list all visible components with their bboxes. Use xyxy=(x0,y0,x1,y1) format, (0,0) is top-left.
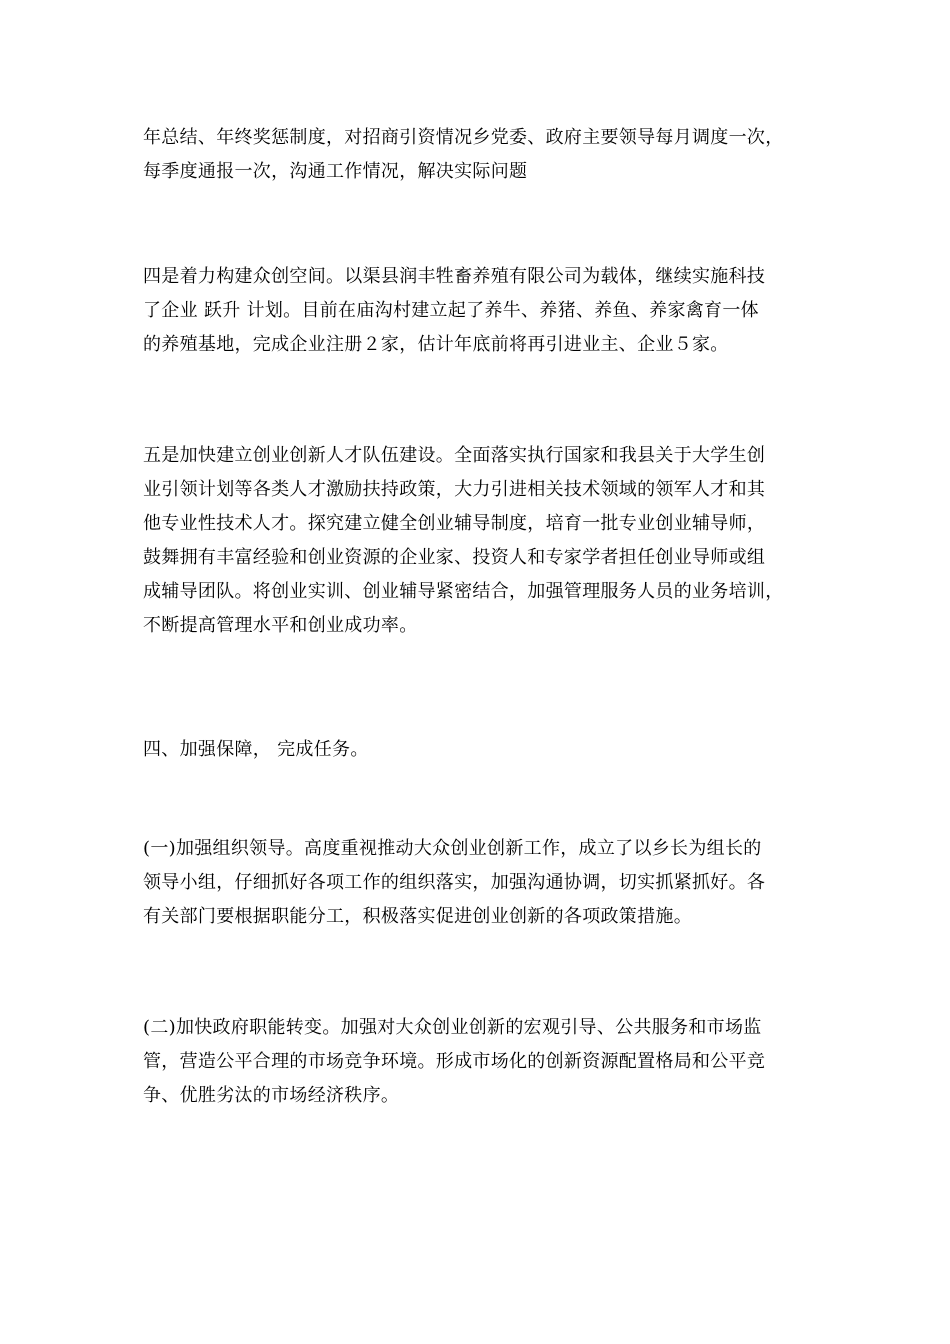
paragraph-line: 成辅导团队。将创业实训、创业辅导紧密结合，加强管理服务人员的业务培训， xyxy=(143,581,784,602)
paragraph-line: 的养殖基地，完成企业注册２家，估计年底前将再引进业主、企业５家。 xyxy=(143,334,729,355)
paragraph-line: 鼓舞拥有丰富经验和创业资源的企业家、投资人和专家学者担任创业导师或组 xyxy=(143,547,766,568)
paragraph-line: 业引领计划等各类人才激励扶持政策，大力引进相关技术领域的领军人才和其 xyxy=(143,479,766,500)
paragraph-line: (二)加快政府职能转变。加强对大众创业创新的宏观引导、公共服务和市场监 xyxy=(143,1017,762,1038)
paragraph-line: 五是加快建立创业创新人才队伍建设。全面落实执行国家和我县关于大学生创 xyxy=(143,445,766,466)
section-heading-line: 四、加强保障， 完成任务。 xyxy=(143,739,369,760)
paragraph-2 xyxy=(143,260,815,362)
paragraph-line: 管，营造公平合理的市场竞争环境。形成市场化的创新资源配置格局和公平竞 xyxy=(143,1051,766,1072)
paragraph-6 xyxy=(143,1011,815,1113)
paragraph-line: 每季度通报一次，沟通工作情况，解决实际问题 xyxy=(143,161,528,182)
paragraph-line: (一)加强组织领导。高度重视推动大众创业创新工作，成立了以乡长为组长的 xyxy=(143,838,762,859)
paragraph-3 xyxy=(143,439,815,643)
paragraph-line: 争、优胜劣汰的市场经济秩序。 xyxy=(143,1085,400,1106)
paragraph-line: 了企业 跃升 计划。目前在庙沟村建立起了养牛、养猪、养鱼、养家禽育一体 xyxy=(143,300,759,321)
paragraph-1 xyxy=(143,121,815,189)
paragraph-line: 不断提高管理水平和创业成功率。 xyxy=(143,615,418,636)
paragraph-line: 四是着力构建众创空间。以渠县润丰牲畜养殖有限公司为载体，继续实施科技 xyxy=(143,266,766,287)
paragraph-line: 他专业性技术人才。探究建立健全创业辅导制度，培育一批专业创业辅导师， xyxy=(143,513,766,534)
paragraph-line: 有关部门要根据职能分工，积极落实促进创业创新的各项政策措施。 xyxy=(143,906,692,927)
paragraph-line: 年总结、年终奖惩制度，对招商引资情况乡党委、政府主要领导每月调度一次， xyxy=(143,127,784,148)
paragraph-line: 领导小组，仔细抓好各项工作的组织落实，加强沟通协调，切实抓紧抓好。各 xyxy=(143,872,766,893)
paragraph-5 xyxy=(143,832,815,934)
section-heading xyxy=(143,733,815,767)
